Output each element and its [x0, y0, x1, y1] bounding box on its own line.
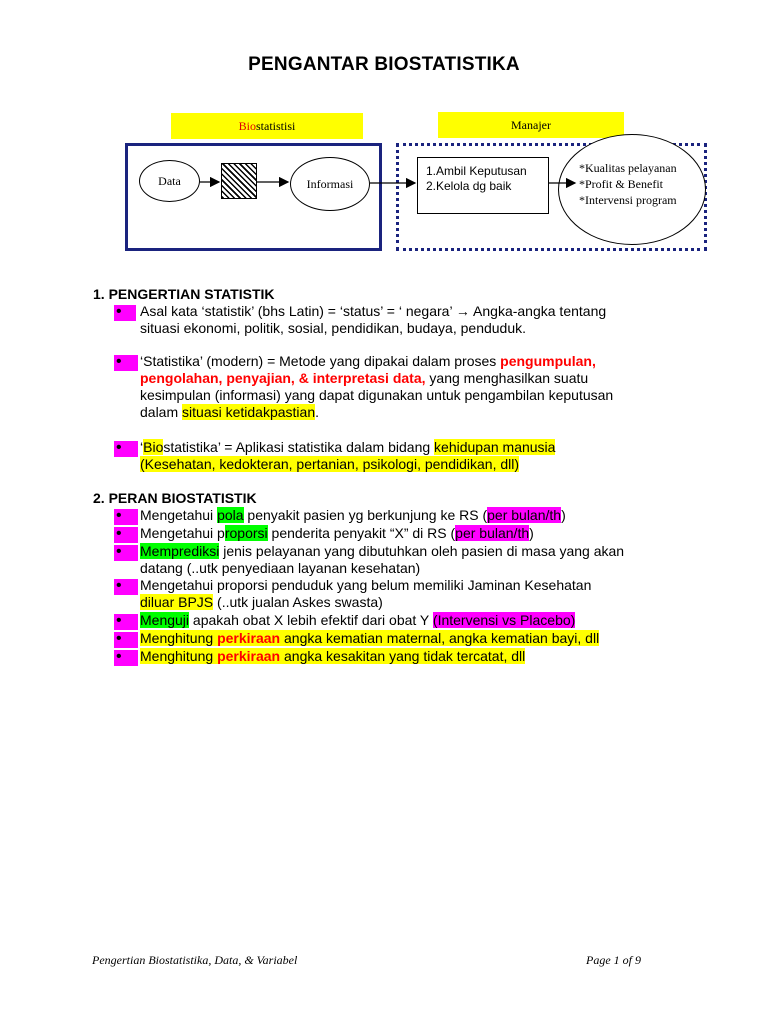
- bullet-icon: [114, 579, 138, 598]
- footer-page-number: Page 1 of 9: [586, 953, 641, 967]
- data-node: Data: [139, 160, 200, 202]
- s2-item-4: Mengetahui proporsi penduduk yang belum memiliki Jaminan Kesehatan diluar BPJS (..utk jualan Askes swasta): [140, 577, 592, 610]
- s2-item-7: Menghitung perkiraan angka kesakitan yang tidak tercatat, dll: [140, 648, 526, 664]
- bullet-icon: [114, 650, 138, 669]
- s2-item-3: Memprediksi jenis pelayanan yang dibutuhkan oleh pasien di masa yang akan datang (..utk penyediaan layanan kesehatan): [140, 543, 625, 576]
- s2-item-5: Menguji apakah obat X lebih efektif dari obat Y (Intervensi vs Placebo): [140, 612, 576, 628]
- outcome-ellipse: *Kualitas pelayanan *Profit & Benefit *Intervensi program: [558, 134, 706, 245]
- section2-heading: 2. PERAN BIOSTATISTIK: [93, 490, 257, 506]
- s1-item-3: ‘Biostatistika’ = Aplikasi statistika dalam bidang kehidupan manusia (Kesehatan, kedokteran, pertanian, psikologi, pendidikan, dll): [140, 439, 556, 472]
- decision-box: 1.Ambil Keputusan 2.Kelola dg baik: [417, 157, 549, 214]
- s1-item-1: Asal kata ‘statistik’ (bhs Latin) = ‘status’ = ‘ negara’ → Angka-angka tentang situasi ekonomi, politik, sosial, pendidikan, budaya, penduduk.: [140, 303, 607, 336]
- biostatistisi-label: Biostatistisi: [171, 113, 363, 139]
- s2-item-6: Menghitung perkiraan angka kematian maternal, angka kematian bayi, dll: [140, 630, 600, 646]
- bullet-icon: [114, 441, 138, 460]
- diagram-arrows: [0, 0, 768, 260]
- page-title: PENGANTAR BIOSTATISTIKA: [248, 54, 520, 75]
- s1-item-2: ‘Statistika’ (modern) = Metode yang dipakai dalam proses pengumpulan, pengolahan, penyajian, & interpretasi data, yang menghasilkan suatu kesimpulan (informasi) yang dapat digunakan untuk pengambilan keputusan dalam situasi ketidakpastian.: [140, 353, 614, 420]
- bullet-icon: [114, 305, 136, 324]
- footer-title: Pengertian Biostatistika, Data, & Variabel: [92, 953, 298, 967]
- bullet-icon: [114, 545, 138, 564]
- manajer-label: Manajer: [438, 112, 624, 138]
- bullet-icon: [114, 355, 138, 374]
- section1-heading: 1. PENGERTIAN STATISTIK: [93, 286, 275, 302]
- s2-item-2: Mengetahui proporsi penderita penyakit “X” di RS (per bulan/th): [140, 525, 534, 541]
- s2-item-1: Mengetahui pola penyakit pasien yg berkunjung ke RS (per bulan/th): [140, 507, 566, 523]
- informasi-node: Informasi: [290, 157, 370, 211]
